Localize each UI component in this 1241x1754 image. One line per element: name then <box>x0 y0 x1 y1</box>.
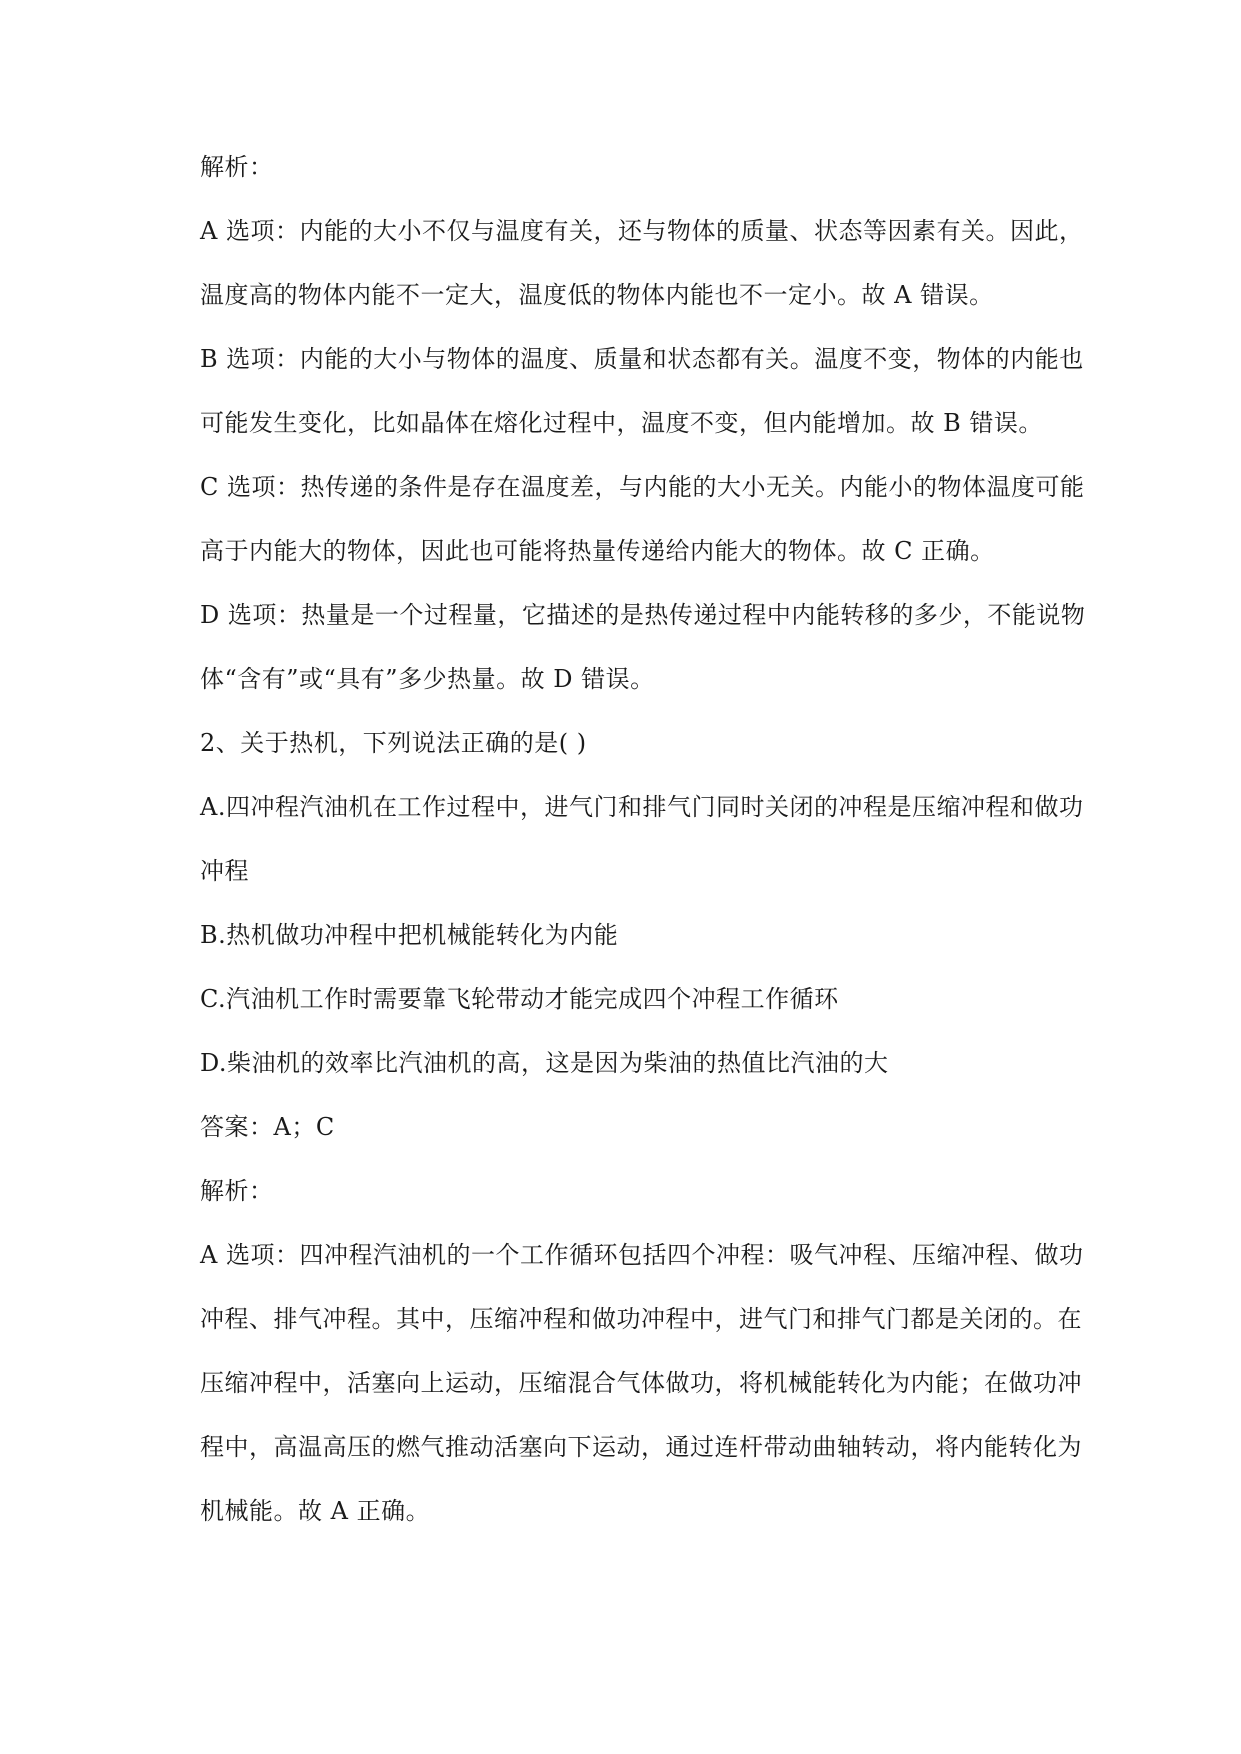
text-line: D 选项：热量是一个过程量，它描述的是热传递过程中内能转移的多少，不能说物 <box>200 601 1086 629</box>
option-d: D.柴油机的效率比汽油机的高，这是因为柴油的热值比汽油的大 <box>200 1049 889 1077</box>
text-line: 冲程、排气冲程。其中，压缩冲程和做功冲程中，进气门和排气门都是关闭的。在 <box>200 1305 1082 1333</box>
option-b: B.热机做功冲程中把机械能转化为内能 <box>200 921 619 949</box>
text-line: 温度高的物体内能不一定大，温度低的物体内能也不一定小。故 A 错误。 <box>200 281 994 309</box>
text-line: 压缩冲程中，活塞向上运动，压缩混合气体做功，将机械能转化为内能；在做功冲 <box>200 1369 1082 1397</box>
question-2-stem: 2、关于热机，下列说法正确的是( ) <box>200 729 587 757</box>
text-line: 可能发生变化，比如晶体在熔化过程中，温度不变，但内能增加。故 B 错误。 <box>200 409 1043 437</box>
option-a: A.四冲程汽油机在工作过程中，进气门和排气门同时关闭的冲程是压缩冲程和做功 <box>200 793 1084 821</box>
analysis-heading: 解析： <box>200 153 274 181</box>
text-line: A 选项：四冲程汽油机的一个工作循环包括四个冲程：吸气冲程、压缩冲程、做功 <box>200 1241 1084 1269</box>
option-a-continued: 冲程 <box>200 857 249 885</box>
text-line: 体“含有”或“具有”多少热量。故 D 错误。 <box>200 665 655 693</box>
option-c: C.汽油机工作时需要靠飞轮带动才能完成四个冲程工作循环 <box>200 985 839 1013</box>
text-line: 机械能。故 A 正确。 <box>200 1497 431 1525</box>
answer: 答案：A；C <box>200 1113 335 1141</box>
text-line: C 选项：热传递的条件是存在温度差，与内能的大小无关。内能小的物体温度可能 <box>200 473 1085 501</box>
text-line: B 选项：内能的大小与物体的温度、质量和状态都有关。温度不变，物体的内能也 <box>200 345 1084 373</box>
analysis-heading: 解析： <box>200 1177 274 1205</box>
text-line: 高于内能大的物体，因此也可能将热量传递给内能大的物体。故 C 正确。 <box>200 537 995 565</box>
text-line: A 选项：内能的大小不仅与温度有关，还与物体的质量、状态等因素有关。因此， <box>200 217 1084 245</box>
text-line: 程中，高温高压的燃气推动活塞向下运动，通过连杆带动曲轴转动，将内能转化为 <box>200 1433 1082 1461</box>
